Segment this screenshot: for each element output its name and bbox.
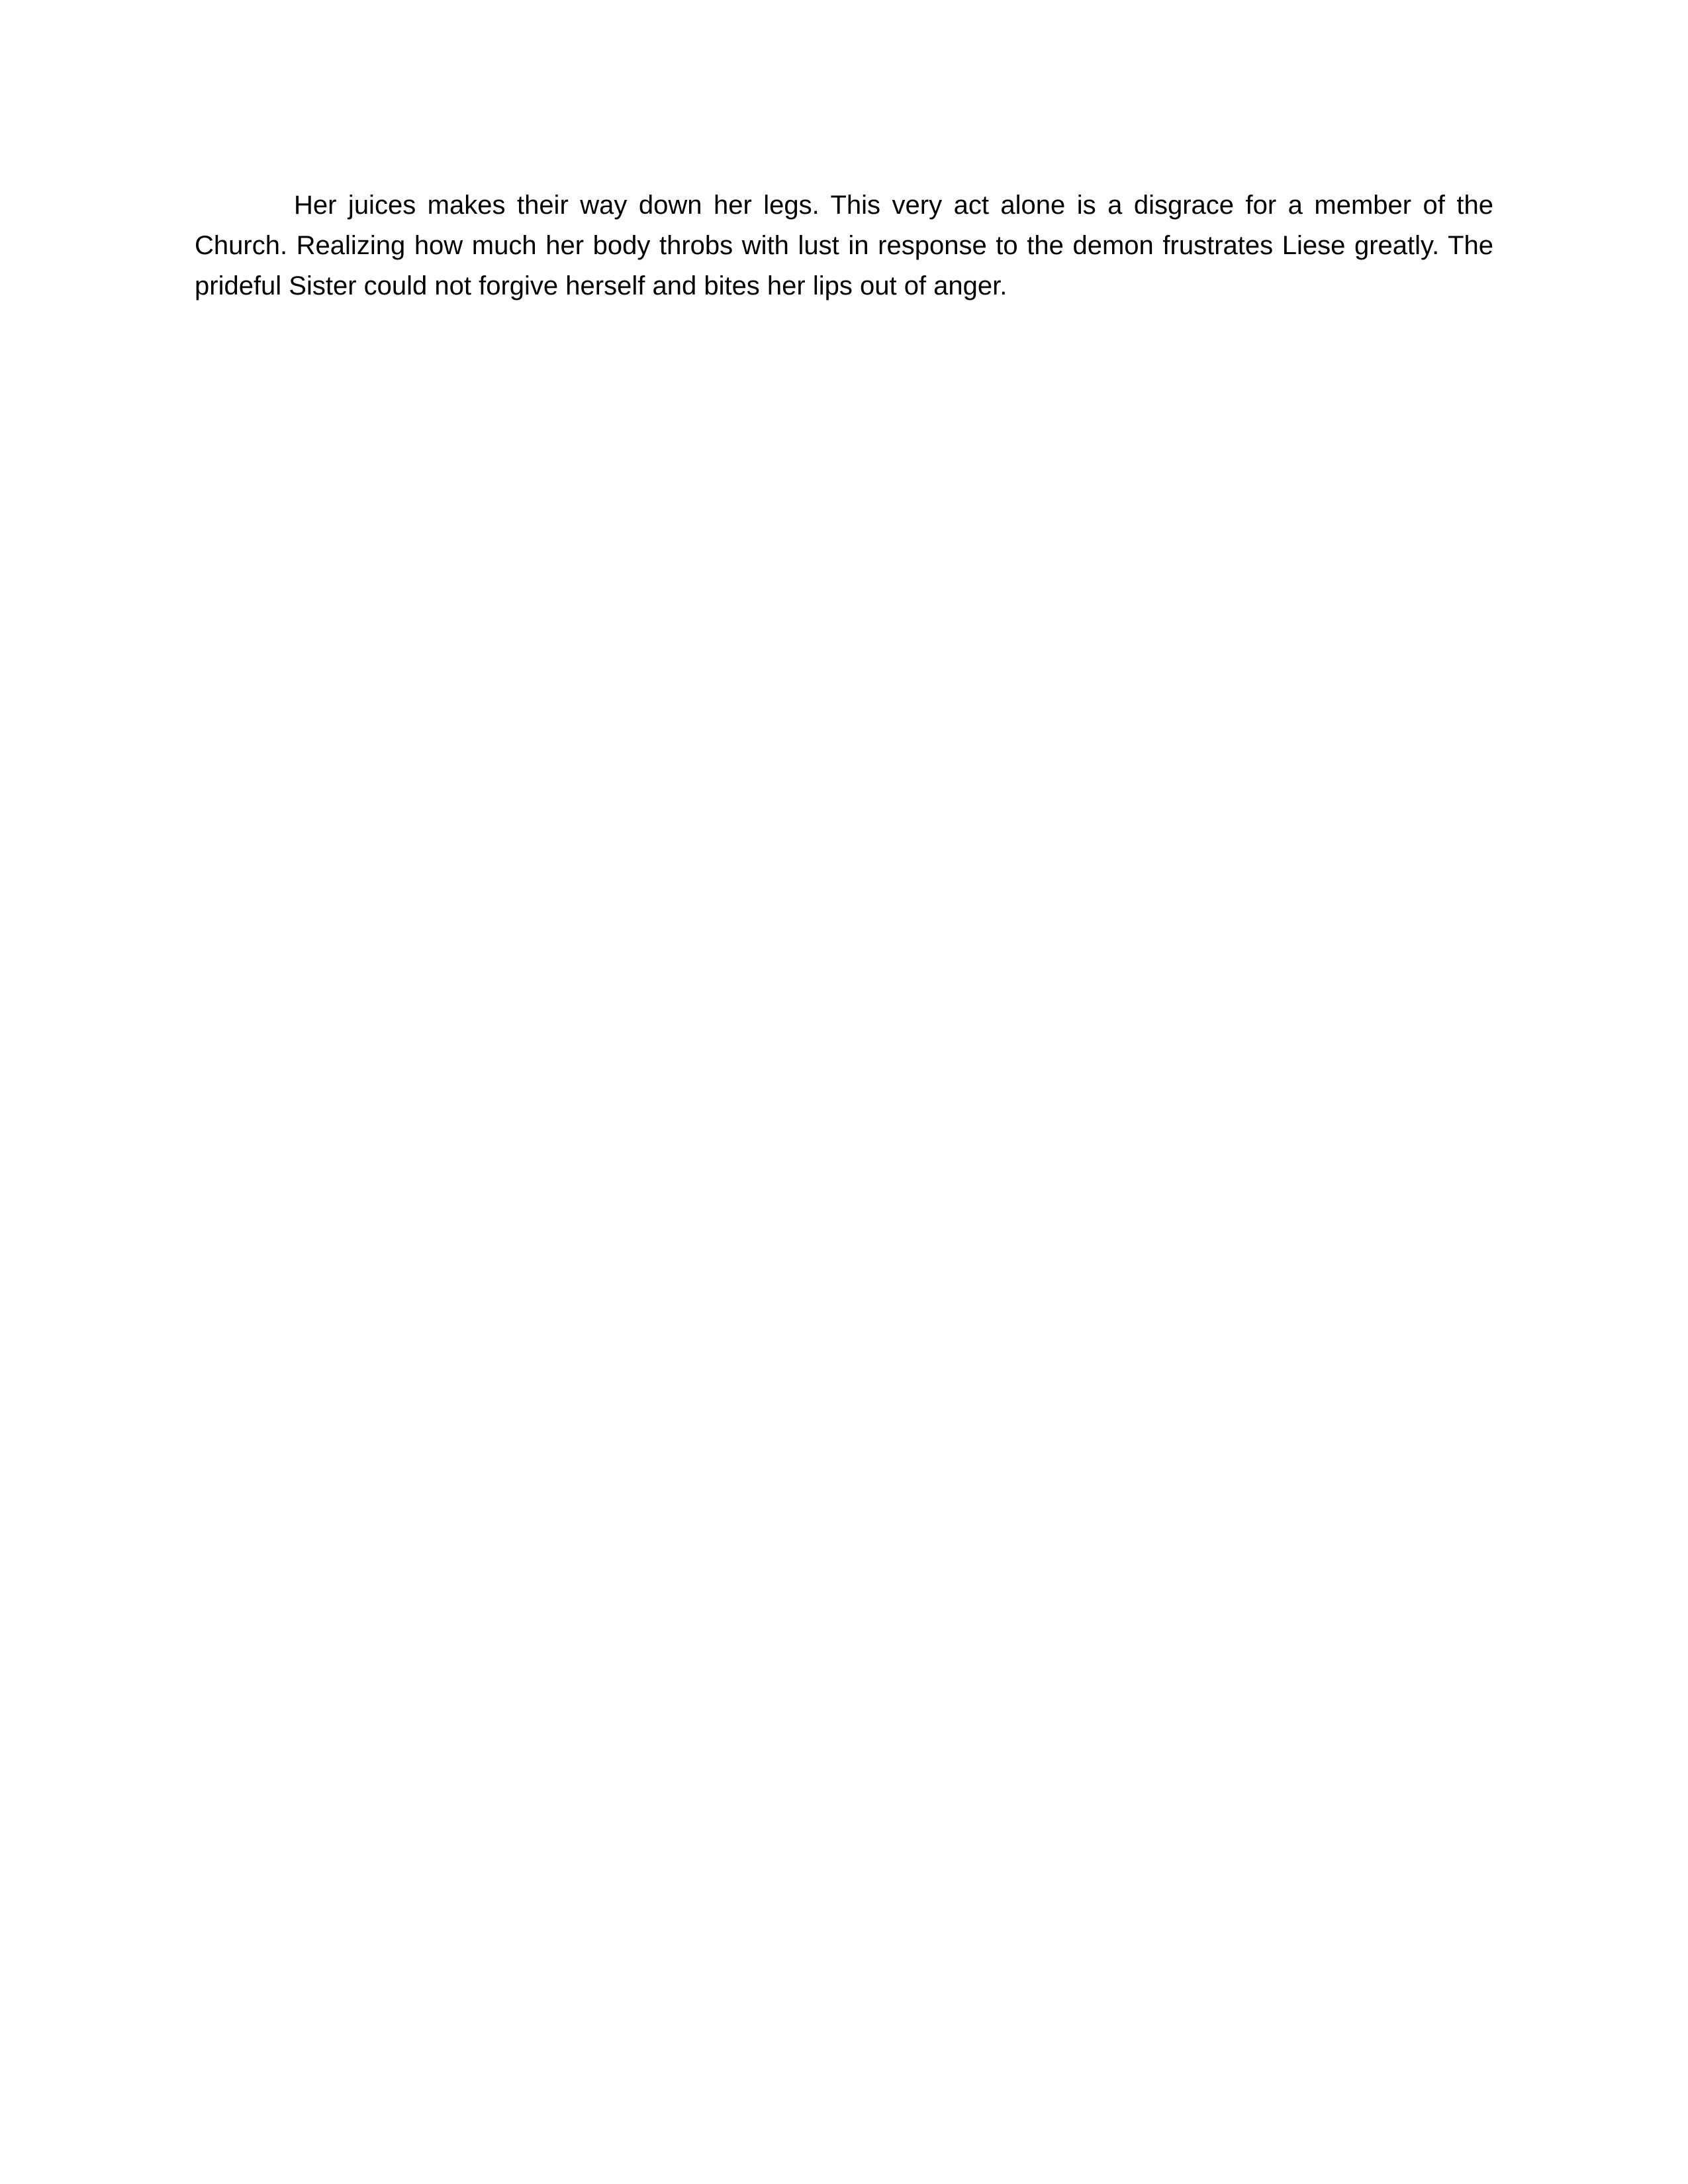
- body-paragraph: Her juices makes their way down her legs. This very act alone is a disgrace for a member of the Church. Realizing how much her body throbs with lust in response to the demon frustrates Liese greatly. The prideful Sister could not forgive herself and bites her lips out of anger.: [195, 191, 1501, 301]
- document-text-block: [195, 185, 1501, 307]
